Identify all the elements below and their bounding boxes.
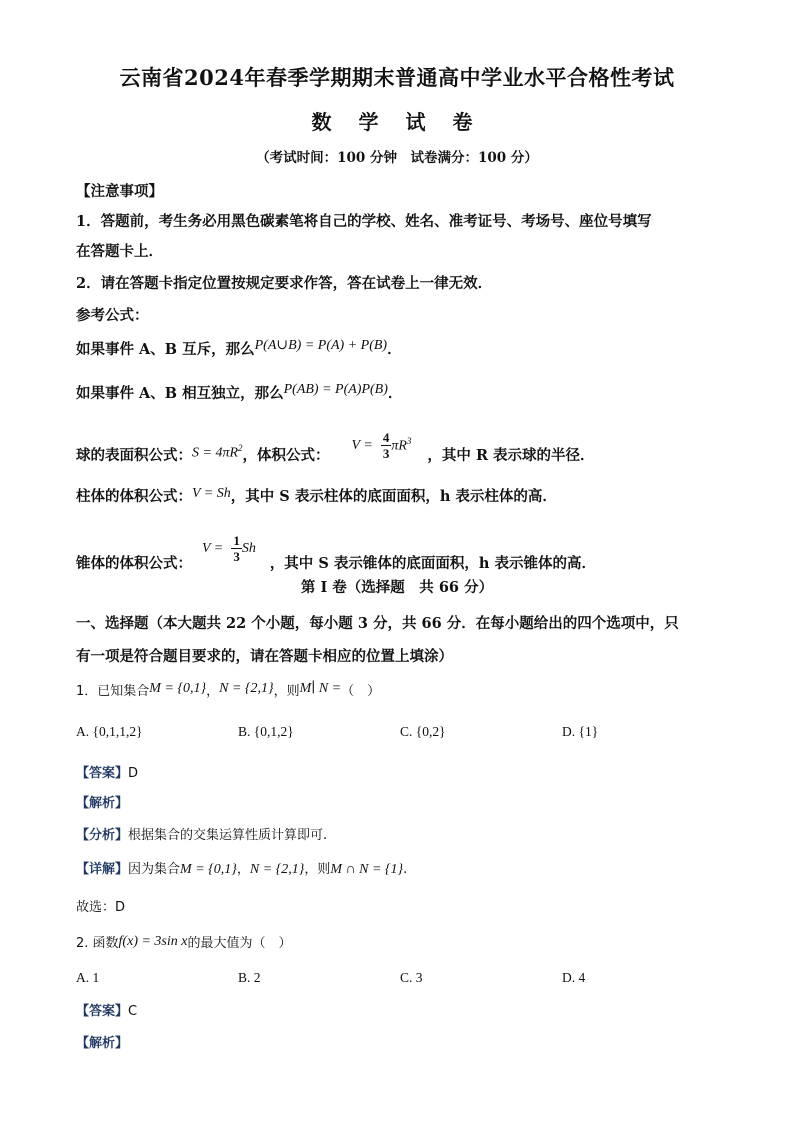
q1-stem-d: （ ）	[341, 684, 381, 699]
q2-stem	[76, 932, 292, 952]
cone-volume-fraction	[231, 533, 242, 564]
q1-option-a: A. {0,1,1,2}	[76, 724, 143, 739]
formula-independent-math: P(AB) = P(A)P(B)	[283, 382, 388, 397]
formula-cone-tail: ，其中 S 表示锥体的底面面积，h 表示锥体的高．	[269, 555, 596, 572]
q1-fenxi-text: 根据集合的交集运算性质计算即可.	[128, 828, 328, 843]
formula-cone-text: 锥体的体积公式：	[76, 555, 192, 572]
formula-independent-text: 如果事件 A、B 相互独立，那么	[76, 385, 284, 402]
formula-sphere	[76, 426, 595, 465]
q2-option-d: D. 4	[562, 970, 586, 985]
q1-detail-expr: M ∩ N = {1}	[330, 862, 404, 877]
q1-detail-set-m: M = {0,1}	[180, 862, 237, 877]
q1-stem-a: 1．已知集合	[76, 684, 150, 699]
section-desc-b: 有一项是符合题目要求的，请在答题卡相应的位置上填涂）	[76, 648, 453, 665]
formula-prism-math: V = Sh	[192, 486, 231, 501]
q1-answer-label: 【答案】	[76, 766, 129, 781]
sphere-volume-numerator: 4	[382, 430, 390, 445]
q1-choose: 故选：D	[76, 900, 126, 915]
formula-sphere-tail: ，其中 R 表示球的半径．	[427, 447, 595, 464]
q2-analysis-label: 【解析】	[76, 1036, 129, 1051]
formula-prism	[76, 485, 557, 506]
q2-expr: f(x) = 3sin x	[118, 934, 188, 949]
notice-item-2: 2．请在答题卡指定位置按规定要求作答，答在试卷上一律无效．	[76, 275, 493, 292]
formula-prism-text: 柱体的体积公式：	[76, 488, 192, 505]
formula-independent: 如果事件 A、B 相互独立，那么P(AB) = P(A)P(B)．	[76, 382, 403, 402]
q1-fenxi-label: 【分析】	[76, 828, 129, 843]
sphere-volume-denominator: 3	[382, 446, 390, 461]
q2-option-c: C. 3	[400, 970, 423, 985]
q2-stem-b: 的最大值为（ ）	[187, 936, 292, 951]
q1-answer	[76, 762, 138, 781]
exam-title: 云南省2024年春季学期期末普通高中学业水平合格性考试	[119, 65, 675, 90]
formula-prism-tail: ，其中 S 表示柱体的底面面积，h 表示柱体的高．	[230, 488, 557, 505]
formula-sphere-text: 球的表面积公式：	[76, 447, 192, 464]
notice-item-1a: 1．答题前，考生务必用黑色碳素笔将自己的学校、姓名、准考证号、考场号、座位号填写	[76, 213, 652, 230]
exam-meta: （考试时间：100 分钟 试卷满分：100 分）	[256, 150, 538, 166]
formula-exclusive-text: 如果事件 A、B 互斥，那么	[76, 341, 255, 358]
q1-option-b: B. {0,1,2}	[238, 724, 294, 739]
q2-option-a: A. 1	[76, 970, 100, 985]
formula-cone	[76, 524, 596, 573]
q1-analysis	[76, 792, 128, 811]
q2-answer	[76, 1000, 137, 1019]
formula-sphere-mid: ，体积公式：	[242, 447, 330, 464]
q1-fenxi	[76, 824, 327, 843]
q2-option-b: B. 2	[238, 970, 261, 985]
sphere-volume-rhs: $\pi R^3$	[391, 436, 412, 454]
sphere-volume-fraction	[381, 430, 392, 461]
q1-detail-end: .	[403, 862, 408, 877]
q1-set-m: M = {0,1}	[149, 681, 207, 696]
notice-heading: 【注意事项】	[76, 183, 163, 200]
q1-set-n: N = {2,1}	[219, 681, 274, 696]
q1-detail-label: 【详解】	[76, 862, 129, 877]
section-heading: 第 I 卷（选择题 共 66 分）	[300, 579, 494, 596]
q2-answer-value: C	[128, 1004, 138, 1019]
q1-option-d: D. {1}	[562, 724, 599, 739]
formula-heading: 参考公式：	[76, 307, 149, 324]
q1-stem-b: ，	[206, 684, 220, 699]
q1-expr: M∣ N =	[299, 681, 342, 696]
sphere-volume-rhs-expr: πR	[391, 438, 407, 454]
q2-analysis	[76, 1032, 128, 1051]
sphere-area-expr: S = 4πR	[192, 445, 239, 461]
q1-detail	[76, 858, 407, 878]
q1-detail-c: ，则	[304, 862, 331, 877]
q2-answer-label: 【答案】	[76, 1004, 129, 1019]
q1-detail-a: 因为集合	[128, 862, 181, 877]
formula-sphere-area: $S = 4\pi R^2$	[192, 443, 243, 461]
sphere-volume-lhs: V =	[351, 437, 373, 453]
section-desc-a: 一、选择题（本大题共 22 个小题，每小题 3 分，共 66 分．在每小题给出的四个选项中，只	[76, 615, 679, 632]
q1-option-c: C. {0,2}	[400, 724, 446, 739]
exam-subtitle: 数 学 试 卷	[311, 110, 483, 134]
q1-stem-c: ，则	[273, 684, 300, 699]
q2-stem-a: 2. 函数	[76, 936, 119, 951]
q1-detail-b: ，	[236, 862, 250, 877]
cone-volume-numerator: 1	[233, 533, 240, 548]
cone-volume-lhs: V =	[202, 540, 224, 556]
cone-volume-rhs: Sh	[241, 540, 256, 556]
q1-stem	[76, 680, 380, 700]
q1-detail-set-n: N = {2,1}	[249, 862, 305, 877]
formula-exclusive-math: P(A∪B) = P(A) + P(B)	[254, 338, 388, 353]
cone-volume-denominator: 3	[233, 549, 240, 564]
notice-item-1b: 在答题卡上．	[76, 243, 163, 260]
q1-analysis-label: 【解析】	[76, 796, 129, 811]
formula-exclusive: 如果事件 A、B 互斥，那么P(A∪B) = P(A) + P(B)．	[76, 338, 402, 358]
q1-answer-value: D	[128, 766, 139, 781]
